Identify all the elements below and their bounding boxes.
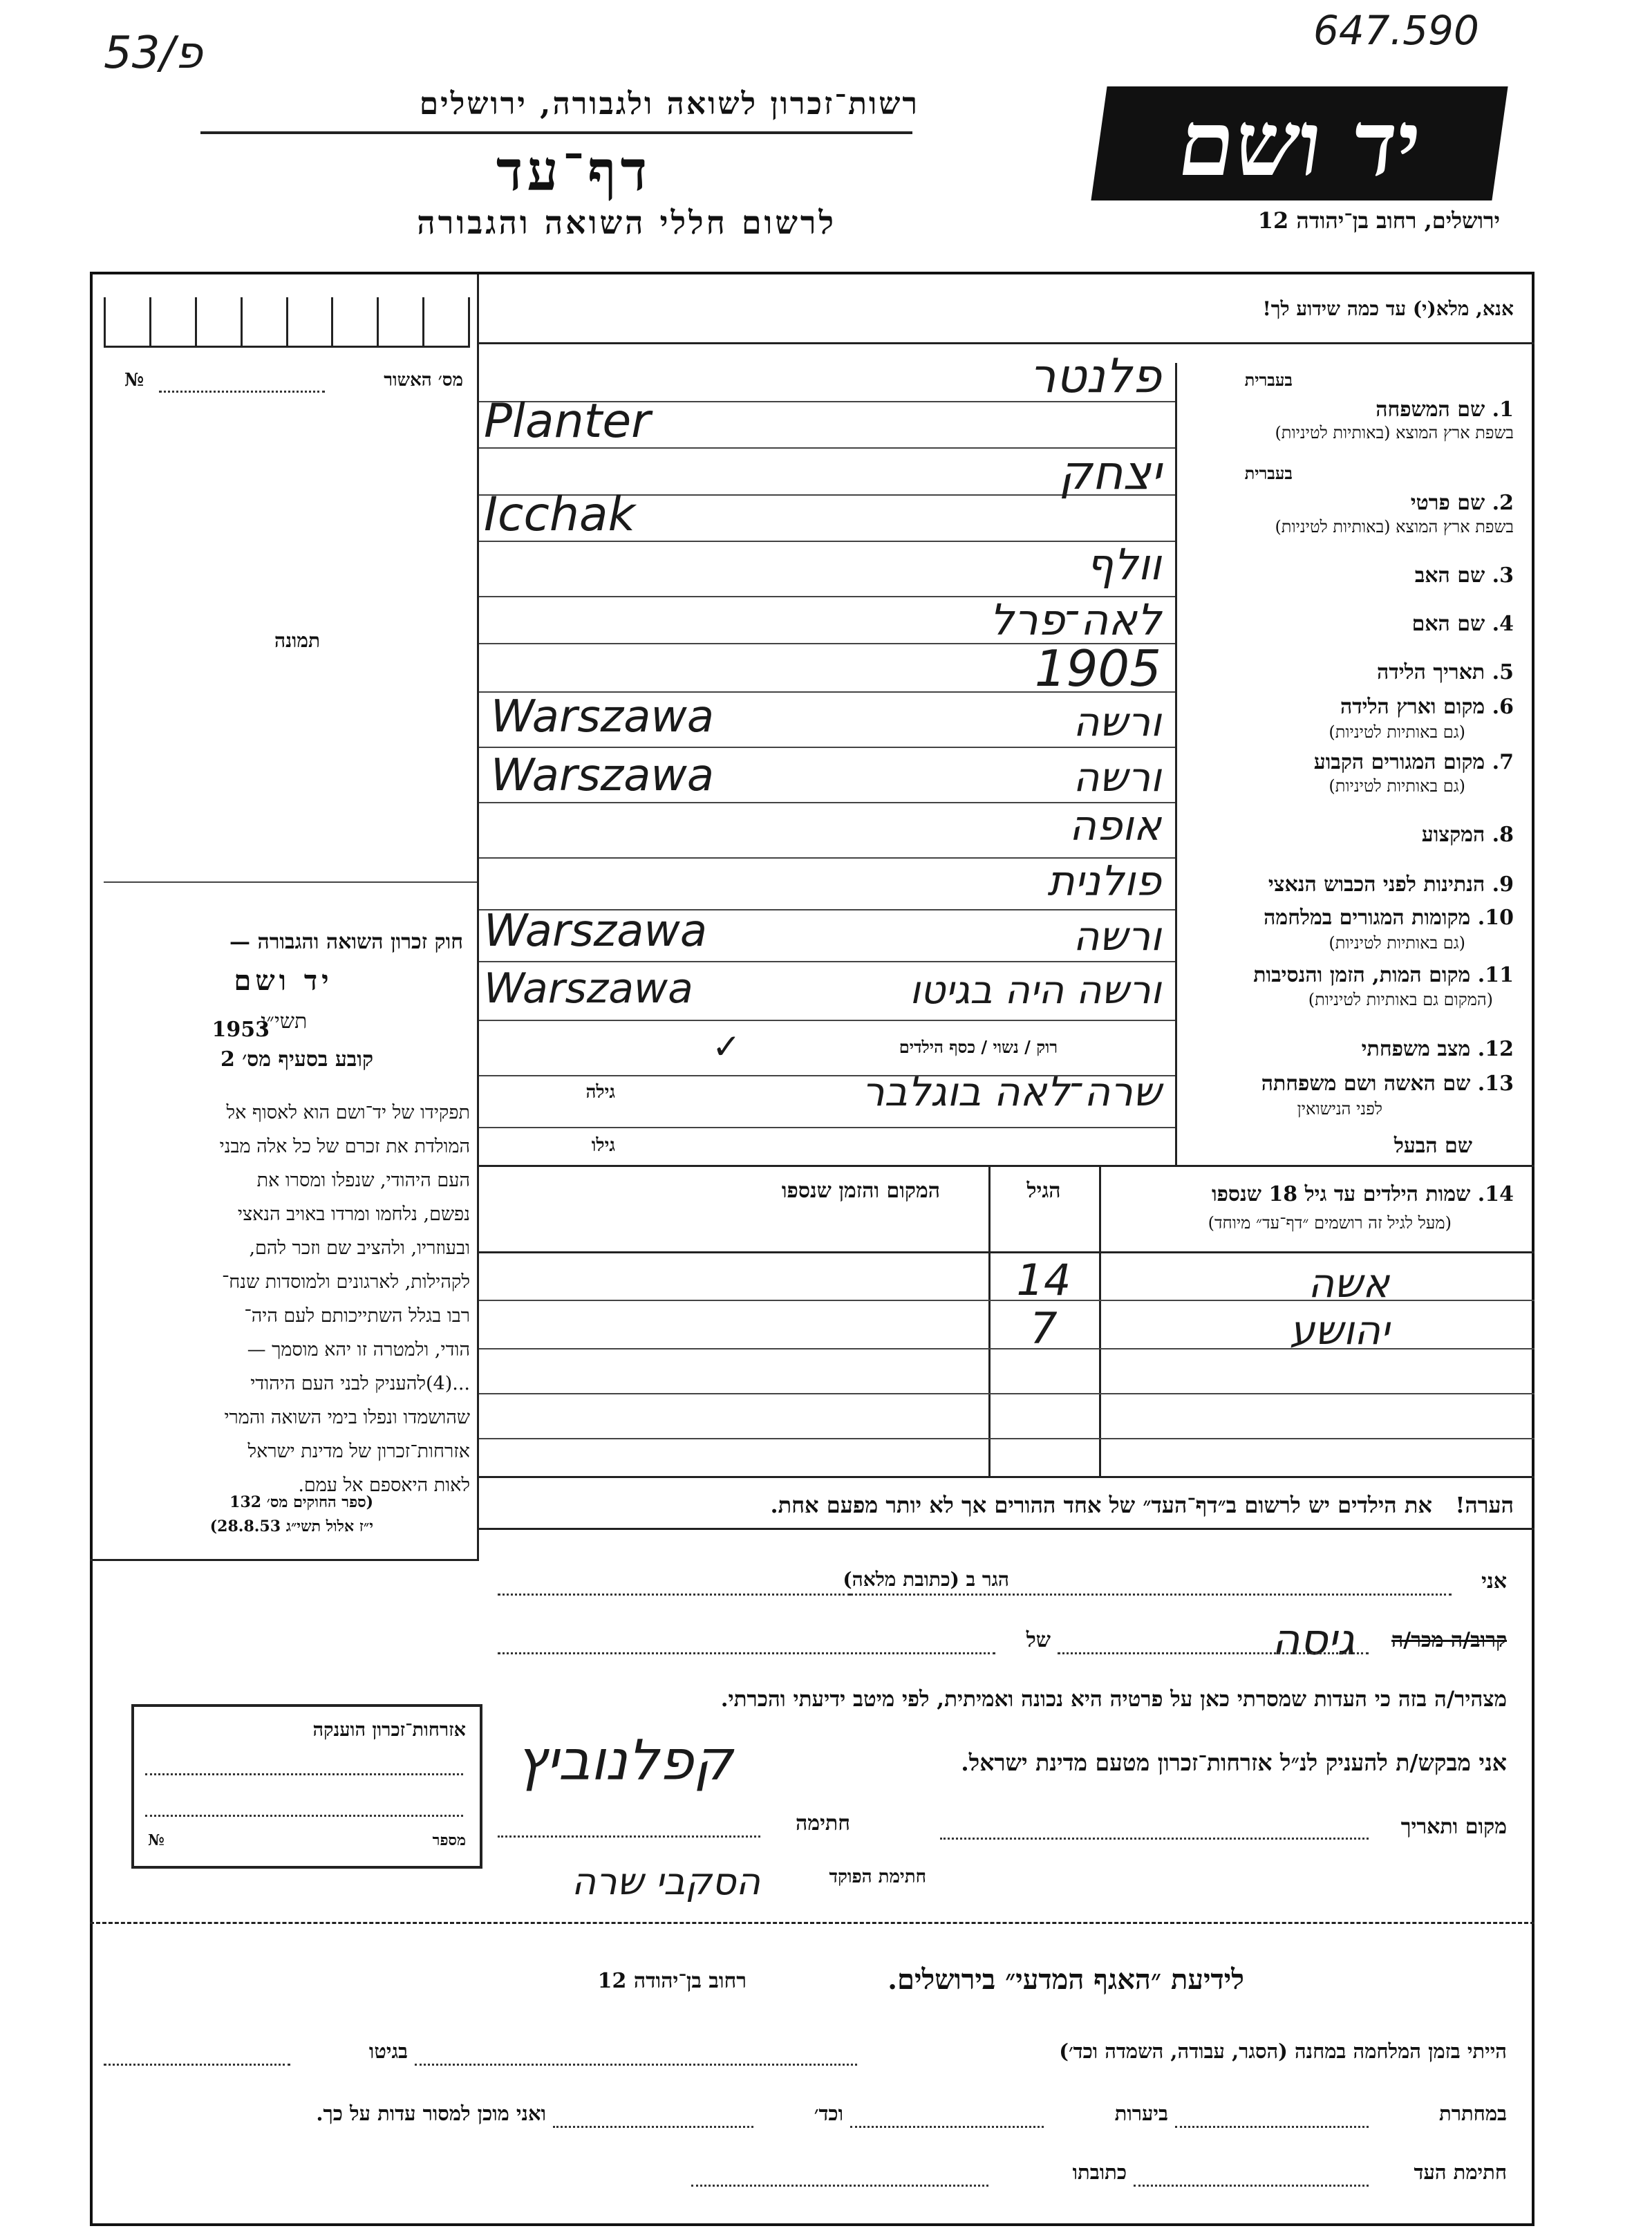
- field-6-label: 6. מקום וארץ הלידה: [1340, 695, 1514, 719]
- footer-witness-sig-line[interactable]: [1134, 2185, 1369, 2187]
- footer-witness-sig-label: חתימת העד: [1414, 2160, 1507, 2184]
- declaration-lives: הגר ב (כתובת מלאה): [843, 1568, 1009, 1591]
- declaration-request: אני מבקש/ת להעניק לנ״ל אזרחות־זכרון מטעם מדינת ישראל.: [961, 1749, 1507, 1776]
- approval-label: מס׳ האשור: [384, 370, 463, 391]
- org-line: רשות־זכרון לשואה ולגבורה, ירושלים: [419, 86, 919, 122]
- field-11-latin-hint: (המקום גם באותיות לטיניות): [1308, 990, 1493, 1009]
- signature-line[interactable]: [498, 1835, 760, 1838]
- field-8-label: 8. המקצוע: [1421, 823, 1514, 847]
- field-11-value-hebrew[interactable]: ורשה היה בגיטו: [910, 968, 1161, 1013]
- children-bottom: [479, 1476, 1534, 1478]
- stamp-number-sign: №: [148, 1831, 165, 1849]
- declaration-i: אני: [1481, 1569, 1507, 1594]
- note-line: הערה! את הילדים יש לרשום ב״דף־העד״ של אחד ההורים אך לא יותר מפעם אחת.: [770, 1492, 1514, 1518]
- declaration-of: של: [1026, 1628, 1051, 1652]
- field-10-label: 10. מקומות המגורים במלחמה: [1264, 906, 1514, 930]
- place-date-label: מקום ותאריך: [1400, 1815, 1507, 1839]
- declaration-address-line[interactable]: [498, 1594, 850, 1596]
- footer-etc-label: וכד׳: [814, 2102, 843, 2125]
- stamp-line-1: [145, 1773, 463, 1775]
- field-7-latin-hint: (גם באותיות לטיניות): [1329, 776, 1465, 796]
- field-10-value-hebrew[interactable]: ורשה: [1073, 913, 1161, 960]
- place-date-line[interactable]: [940, 1838, 1369, 1840]
- org-underline: [200, 131, 912, 134]
- footer-title: לידיעת ״האגף המדעי״ בירושלים.: [888, 1963, 1244, 1996]
- field-6-value-latin[interactable]: Warszawa: [491, 691, 715, 742]
- law-reference-1: (ספר החוקים מס׳ 132: [229, 1493, 373, 1511]
- declarant-signature[interactable]: קפלנוביץ: [516, 1728, 733, 1793]
- law-org: יד ושם: [234, 964, 333, 997]
- field-6-latin-hint: (גם באותיות לטיניות): [1329, 722, 1465, 742]
- field-3-label: 3. שם האב: [1414, 563, 1514, 588]
- field-4-label: 4. שם האם: [1411, 612, 1514, 636]
- field-3-value[interactable]: וולף: [1086, 539, 1161, 590]
- footer-willing-label: ואני מוכן למסור עדות על כך.: [316, 2102, 546, 2125]
- field-12-checkmark[interactable]: ✓: [712, 1027, 741, 1067]
- stamp-title: אזרחות־זכרון הוענקה: [312, 1719, 466, 1741]
- corner-record-number: 647.590: [1313, 7, 1479, 54]
- field-10-latin-hint: (גם באותיות לטיניות): [1329, 933, 1465, 953]
- law-year-hebrew: תשי״ג: [259, 1009, 308, 1034]
- children-row-sep: [479, 1438, 1534, 1439]
- declaration-statement: מצהיר/ה בזה כי העדות שמסרתי כאן על פרטיה היא נכונה ואמיתית, לפי מיטב ידיעתי והכרתי.: [720, 1687, 1507, 1712]
- note-bottom-line: [479, 1528, 1534, 1530]
- row-sep: [479, 1127, 1175, 1128]
- declaration-relation-value[interactable]: גיסה: [1271, 1614, 1355, 1665]
- footer-underground-label: במחתרת: [1439, 2102, 1507, 2125]
- officer-signature-label: חתימת הפוקד: [829, 1867, 926, 1887]
- field-1-lang: בעברית: [1244, 370, 1293, 390]
- child-1-age[interactable]: 14: [1016, 1255, 1071, 1305]
- field-13-label: 13. שם האשה ושם משפחתה: [1261, 1072, 1514, 1096]
- declaration-of-line[interactable]: [498, 1652, 995, 1654]
- header-address: ירושלים, רחוב בן־יהודה 12: [1257, 207, 1500, 234]
- memorial-citizenship-stamp-box: [131, 1704, 482, 1869]
- field-2-latin-hint: בשפת ארץ המוצא (באותיות לטיניות): [1275, 517, 1514, 536]
- instruction: אנא, מלא(י) עד כמה שידוע לך!: [1262, 297, 1514, 320]
- footer-address: רחוב בן־יהודה 12: [597, 1969, 747, 1993]
- fields-bottom: [479, 1165, 1534, 1167]
- field-5-value[interactable]: 1905: [1034, 639, 1161, 698]
- footer-ghetto-label: בגיטו: [368, 2039, 408, 2063]
- signature-label: חתימה: [796, 1811, 850, 1835]
- field-7-value-hebrew[interactable]: ורשה: [1073, 754, 1161, 801]
- child-2-age[interactable]: 7: [1030, 1303, 1058, 1354]
- field-1-value-hebrew[interactable]: פלנטר: [1029, 349, 1161, 404]
- field-4-value[interactable]: לאה־פרל: [989, 595, 1161, 645]
- footer-ghetto-line[interactable]: [104, 2064, 290, 2066]
- approval-number-sign: №: [124, 370, 144, 391]
- children-col-divider-1: [1099, 1167, 1101, 1478]
- husband-age-label: גילו: [591, 1135, 615, 1156]
- children-col-divider-2: [988, 1167, 991, 1478]
- field-12-label: 12. מצב משפחתי: [1361, 1037, 1514, 1061]
- row-sep: [479, 1020, 1175, 1021]
- child-1-name[interactable]: אשה: [1308, 1260, 1389, 1307]
- photo-label: תמונה: [274, 629, 321, 652]
- footer-separator: [90, 1922, 1534, 1924]
- husband-name-label: שם הבעל: [1393, 1134, 1472, 1158]
- field-2-value-latin[interactable]: Icchak: [484, 487, 635, 542]
- field-2-lang: בעברית: [1244, 463, 1293, 483]
- page-title: דף־עד: [496, 138, 652, 203]
- field-5-label: 5. תאריך הלידה: [1377, 660, 1514, 684]
- label-column-divider: [1175, 363, 1177, 1165]
- law-year: 1953: [212, 1018, 270, 1042]
- law-clause: קובע בסעיף מס׳ 2: [220, 1047, 373, 1072]
- footer-forests-label: ביערות: [1114, 2102, 1168, 2125]
- footer-camp-line[interactable]: [415, 2064, 857, 2066]
- footer-camp-label: הייתי בזמן המלחמה במחנה (הסגר, עבודה, השמדה וכד׳): [1059, 2039, 1507, 2063]
- yad-vashem-logo: יד ושם: [1091, 86, 1508, 200]
- corner-file-number: 53/פ: [104, 28, 203, 79]
- children-header-line: [479, 1251, 1534, 1253]
- declaration-i-line[interactable]: [850, 1594, 1452, 1596]
- field-11-label: 11. מקום המות, הזמן והנסיבות: [1253, 963, 1514, 987]
- left-panel-bottom: [90, 1559, 479, 1561]
- officer-signature[interactable]: הסקבי שרה: [571, 1860, 760, 1903]
- field-8-value[interactable]: אופה: [1069, 802, 1161, 850]
- page-subtitle: לרשום חללי השואה והגבורה: [417, 204, 836, 241]
- footer-witness-address-label: כתובתו: [1072, 2160, 1127, 2184]
- field-11-value-latin[interactable]: Warszawa: [484, 964, 693, 1013]
- children-label: 14. שמות הילדים עד גיל 18 שנספו: [1211, 1182, 1514, 1206]
- field-7-value-latin[interactable]: Warszawa: [491, 750, 715, 801]
- child-2-name[interactable]: יהושע: [1289, 1307, 1389, 1354]
- children-place-header: המקום והזמן שנספו: [781, 1179, 940, 1203]
- stamp-line-2: [145, 1815, 463, 1817]
- declaration-relative: קרוב/ה מכר/ה: [1391, 1628, 1507, 1652]
- left-panel-divider: [477, 274, 479, 1560]
- field-12-options[interactable]: רוק / נשוי / כסף הילדים: [899, 1037, 1058, 1057]
- law-body: תפקידו של יד־ושם הוא לאסוף אל המולדת את זכרם של כל אלה מבני העם היהודי, שנפלו ומסרו את נפשם, נלחמו ומרדו באויב הנאצי ובעוזריו, ולהציב שם וזכר להם, לקהילות, לארגונים ולמוסדות שנח־ רבו בגלל השתייכותם לעם היה־ הודי, ולמטרה זו יהא מוסמך — ...(4)להעניק לבני העם היהודי שהושמדו ונפלו בימי השואה והמרי אזרחות־זכרון של מדינת ישראל לאות היאספם אל עמם.: [219, 1102, 470, 1496]
- field-10-value-latin[interactable]: Warszawa: [484, 906, 708, 957]
- law-reference-2: י״ז אלול תשי״ג 28.8.53): [209, 1517, 373, 1535]
- field-2-label: 2. שם פרטי: [1410, 491, 1514, 515]
- children-row-sep: [479, 1393, 1534, 1394]
- row-sep: [479, 747, 1175, 748]
- approval-number-boxes: [104, 297, 470, 348]
- field-13-age-label: גילה: [585, 1082, 615, 1103]
- footer-etc-line[interactable]: [553, 2126, 753, 2128]
- footer-witness-address-line[interactable]: [691, 2185, 988, 2187]
- declaration-relation-line: [1058, 1652, 1369, 1654]
- approval-line: [159, 391, 325, 393]
- footer-forests-line[interactable]: [850, 2126, 1044, 2128]
- field-13-value[interactable]: שרה־לאה בוגלבר: [861, 1068, 1161, 1115]
- field-6-value-hebrew[interactable]: ורשה: [1073, 698, 1161, 745]
- stamp-number-label: מספר: [432, 1831, 466, 1849]
- photo-divider: [104, 881, 477, 883]
- instruction-line: [477, 342, 1534, 344]
- footer-underground-line[interactable]: [1175, 2126, 1369, 2128]
- field-7-label: 7. מקום המגורים הקבוע: [1313, 750, 1514, 774]
- row-sep: [479, 961, 1175, 962]
- field-9-label: 9. הנתינות לפני הכבוש הנאצי: [1268, 872, 1514, 897]
- field-13-hint: לפני הנישואין: [1297, 1099, 1382, 1119]
- field-1-label: 1. שם המשפחה: [1376, 398, 1514, 422]
- field-9-value[interactable]: פולנית: [1047, 857, 1161, 906]
- field-2-value-hebrew[interactable]: יצחק: [1058, 446, 1161, 501]
- children-age-header: הגיל: [1026, 1179, 1061, 1203]
- children-note: (מעל לגיל זה רושמים ״דף־עד״ מיוחד): [1208, 1213, 1452, 1233]
- law-title: חוק זכרון השואה והגבורה —: [229, 930, 463, 954]
- field-1-value-latin[interactable]: Planter: [484, 394, 651, 449]
- field-1-latin-hint: בשפת ארץ המוצא (באותיות לטיניות): [1275, 423, 1514, 442]
